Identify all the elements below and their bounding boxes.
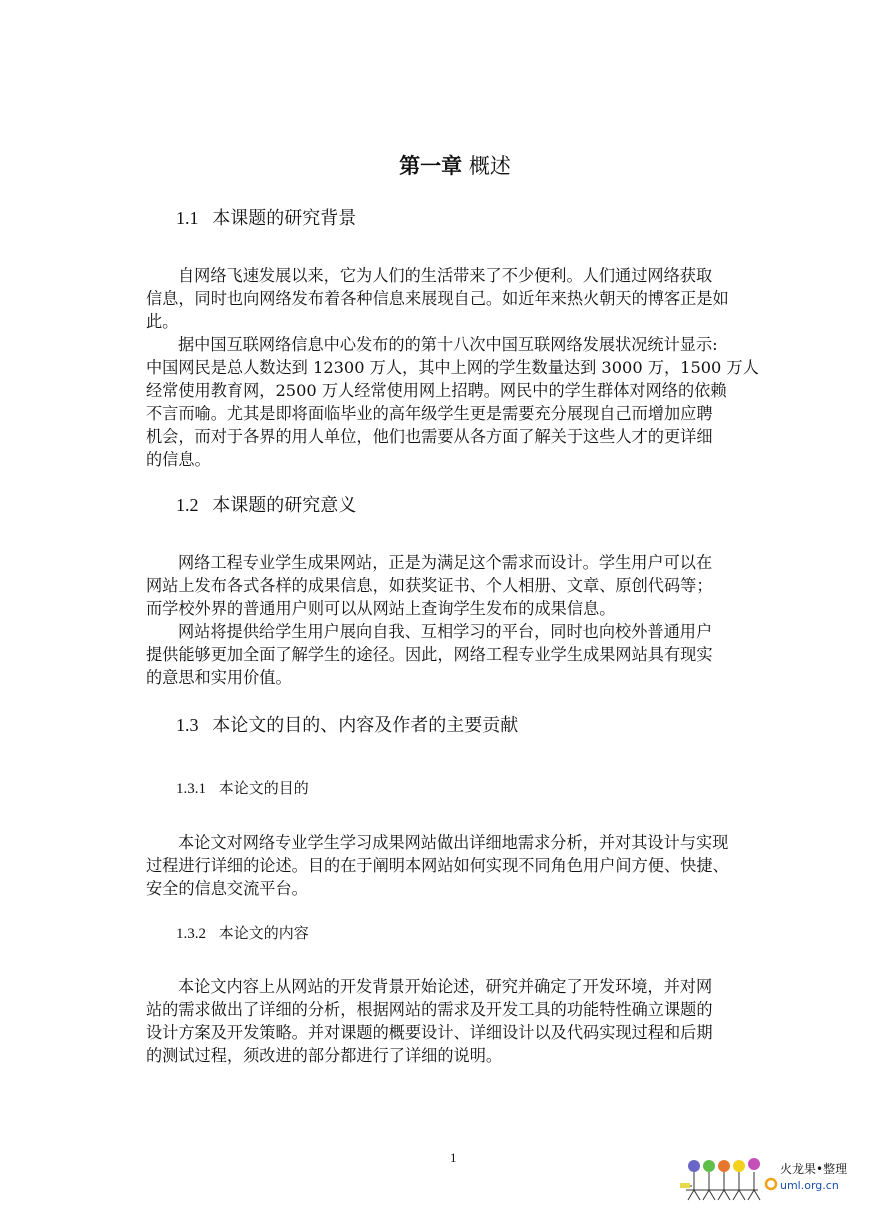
text-line: 的测试过程，须改进的部分都进行了详细的说明。 xyxy=(146,1046,503,1065)
paragraph-background-2 xyxy=(146,333,768,471)
text-line: 本论文对网络专业学生学习成果网站做出详细地需求分析，并对其设计与实现 xyxy=(178,833,729,852)
text-line: 网站上发布各式各样的成果信息，如获奖证书、个人相册、文章、原创代码等； xyxy=(146,576,713,595)
page-number: 1 xyxy=(450,1150,457,1165)
text-line: 据中国互联网络信息中心发布的的第十八次中国互联网络发展状况统计显示: xyxy=(178,335,718,354)
section-heading-1-2 xyxy=(176,491,356,517)
text-line: 此。 xyxy=(146,312,179,331)
text-line: 安全的信息交流平台。 xyxy=(146,879,308,898)
chapter-heading xyxy=(0,150,869,180)
text-line: 站的需求做出了详细的分析，根据网站的需求及开发工具的功能特性确立课题的 xyxy=(146,1000,713,1019)
logo-url: uml.org.cn xyxy=(780,1179,839,1192)
section-number: 1.2 xyxy=(176,495,199,515)
subsection-heading-1-3-2 xyxy=(176,922,309,943)
text-line: 中国网民是总人数达到 12300 万人，其中上网的学生数量达到 3000 万，1500 万人 xyxy=(146,358,759,377)
text-line: 网站将提供给学生用户展向自我、互相学习的平台，同时也向校外普通用户 xyxy=(178,622,713,641)
section-title: 本论文的目的、内容及作者的主要贡献 xyxy=(212,715,519,736)
section-title: 本课题的研究背景 xyxy=(212,208,357,229)
chapter-number: 第一章 xyxy=(399,153,463,178)
paragraph-content xyxy=(146,975,768,1067)
subsection-number: 1.3.1 xyxy=(176,781,206,797)
chapter-title: 概述 xyxy=(468,154,511,178)
text-line: 经常使用教育网，2500 万人经常使用网上招聘。网民中的学生群体对网络的依赖 xyxy=(146,381,727,400)
text-line: 网络工程专业学生成果网站，正是为满足这个需求而设计。学生用户可以在 xyxy=(178,553,713,572)
text-line: 设计方案及开发策略。并对课题的概要设计、详细设计以及代码实现过程和后期 xyxy=(146,1023,713,1042)
paragraph-purpose xyxy=(146,831,768,900)
text-line: 机会，而对于各界的用人单位，他们也需要从各方面了解关于这些人才的更详细 xyxy=(146,427,713,446)
section-title: 本课题的研究意义 xyxy=(212,495,357,516)
subsection-title: 本论文的内容 xyxy=(218,924,309,942)
text-line: 的意思和实用价值。 xyxy=(146,668,292,687)
section-heading-1-3 xyxy=(176,711,518,737)
text-line: 自网络飞速发展以来，它为人们的生活带来了不少便利。人们通过网络获取 xyxy=(178,266,713,285)
paragraph-significance-1 xyxy=(146,551,768,620)
section-heading-1-1 xyxy=(176,204,356,230)
logo-caption: 火龙果•整理 xyxy=(780,1162,848,1176)
section-number: 1.3 xyxy=(176,715,199,735)
text-line: 本论文内容上从网站的开发背景开始论述，研究并确定了开发环境，并对网 xyxy=(178,977,713,996)
paragraph-background-1 xyxy=(146,264,768,333)
text-line: 信息，同时也向网络发布着各种信息来展现自己。如近年来热火朝天的博客正是如 xyxy=(146,289,729,308)
text-line: 的信息。 xyxy=(146,450,211,469)
text-line: 而学校外界的普通用户则可以从网站上查询学生发布的成果信息。 xyxy=(146,599,616,618)
section-number: 1.1 xyxy=(176,208,199,228)
text-line: 过程进行详细的论述。目的在于阐明本网站如何实现不同角色用户间方便、快捷、 xyxy=(146,856,729,875)
subsection-title: 本论文的目的 xyxy=(218,779,309,797)
text-line: 不言而喻。尤其是即将面临毕业的高年级学生更是需要充分展现自己而增加应聘 xyxy=(146,404,713,423)
subsection-number: 1.3.2 xyxy=(176,926,206,942)
subsection-heading-1-3-1 xyxy=(176,777,309,798)
paragraph-significance-2 xyxy=(146,620,768,689)
text-line: 提供能够更加全面了解学生的途径。因此，网络工程专业学生成果网站具有现实 xyxy=(146,645,713,664)
